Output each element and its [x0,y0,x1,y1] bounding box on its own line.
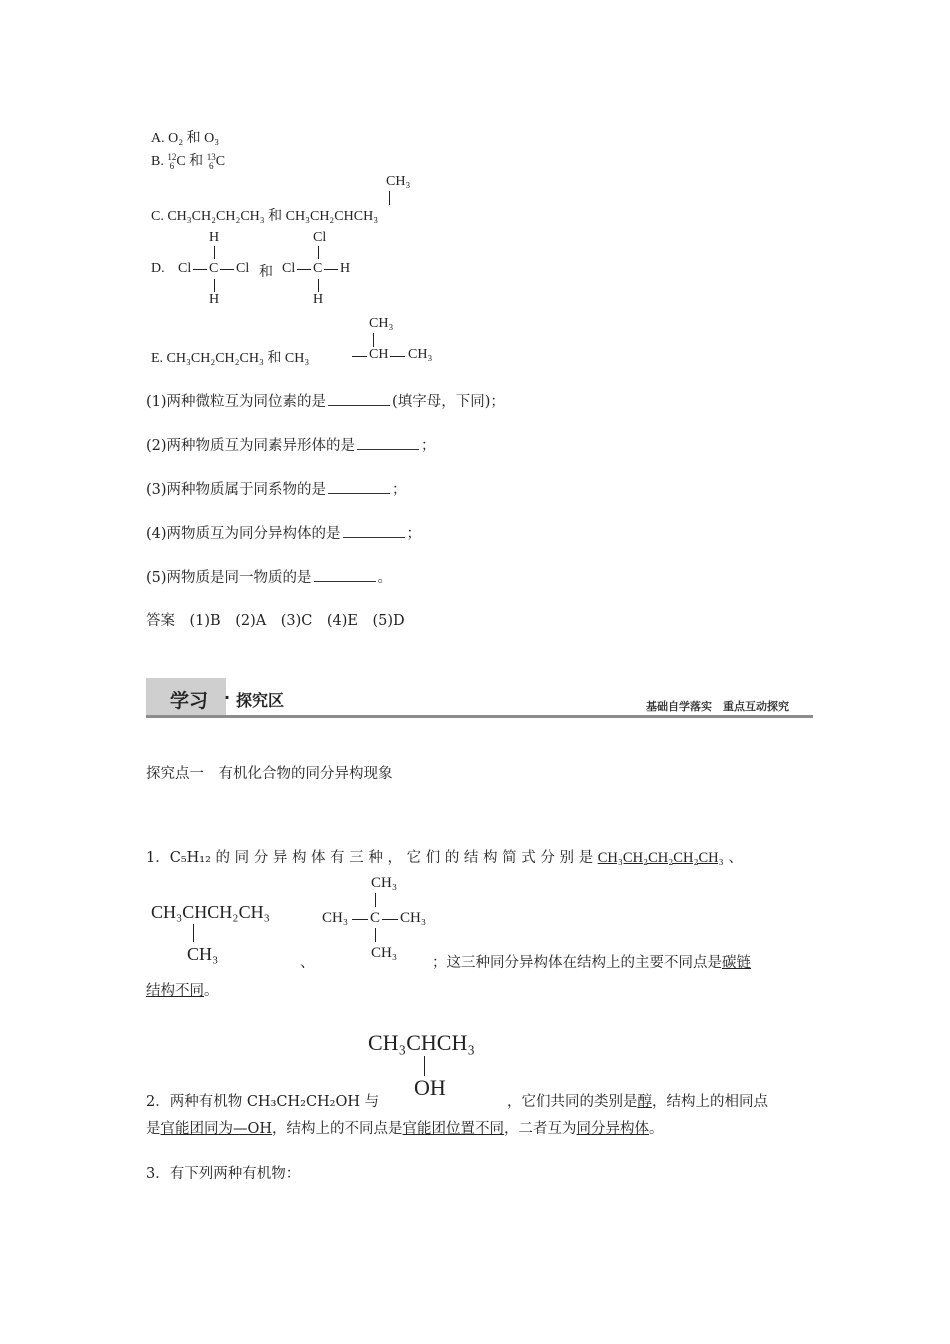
option-d-cl-left: Cl [178,261,192,276]
isopropanol-main: CH₃CHCH₃ [368,1030,476,1055]
item-2-text-a: 是 [146,1121,161,1137]
option-d-bond-8 [318,279,319,292]
option-b-prefix: B. [151,154,164,169]
isopentane-main: CH₃CHCH₂CH₃ [151,902,270,922]
question-4-text: (4)两物质互为同分异构体的是 [146,526,341,542]
atomic-number: 6 [169,160,175,171]
item-1-separator-2: 、 [300,955,315,971]
item-2-text-c: ，二者互为 [504,1121,577,1137]
isotope-c13-symbol: C [215,154,226,169]
item-2-answer-same: 官能团同为—OH [160,1121,273,1137]
question-5 [146,566,392,587]
option-d-prefix: D. [151,261,165,276]
banner-rule [146,715,813,718]
neopentane-right: CH₃ [400,910,427,926]
isopentane-bond [193,924,194,942]
option-e-ch: CH [369,347,389,362]
option-e-ch3: CH₃ [408,347,433,362]
item-2-answer-relation: 同分异构体 [576,1121,650,1137]
neopentane-top: CH₃ [371,875,398,891]
option-d-bottom-h: H [209,292,220,307]
isotope-c13 [207,153,216,171]
item-1-separator: 、 [728,850,743,866]
item-1-end-mark: 。 [204,983,219,999]
question-1 [146,390,505,411]
option-d-h-right: H [340,261,351,276]
item-2-mid-text: ，它们共同的类别是 [507,1094,638,1110]
neopentane-bottom: CH₃ [371,945,398,961]
option-d-and: 和 [259,265,273,280]
answer-blank [343,525,405,538]
banner-dot: · [224,688,231,707]
option-c: C. CH₃CH₂CH₂CH₃ 和 CH₃CH₂CHCH₃ [151,209,379,224]
question-2-text: (2)两种物质互为同素异形体的是 [146,438,356,454]
item-1-answer-chain-b: 结构不同 [146,983,204,999]
question-4-tail: ； [406,526,422,542]
option-c-bond [389,191,390,205]
item-2-answer-diff: 官能团位置不同 [402,1121,505,1137]
option-b [151,150,225,171]
option-e: E. CH₃CH₂CH₂CH₃ 和 CH₃ [151,351,310,366]
question-3 [146,478,407,499]
neopentane-bond-bottom [375,928,376,942]
option-c-branch: CH₃ [386,174,411,189]
banner-tagline: 基础自学落实 重点互动探究 [646,700,789,713]
item-1-tail-text: ；这三种同分异构体在结构上的主要不同点是 [432,955,722,971]
question-5-tail: 。 [377,570,393,586]
answer-key: 答案 (1)B (2)A (3)C (4)E (5)D [146,613,405,629]
banner-title: 学习 [170,690,209,712]
question-1-tail: (填字母，下同)； [392,394,505,410]
isotope-c12-symbol: C 和 [176,154,204,169]
question-4 [146,522,421,543]
item-1-answer-chain-a: 碳链 [722,955,751,971]
option-e-bond-2 [352,356,367,357]
isopropanol-bond [424,1056,425,1076]
isopentane-branch: CH₃ [187,944,219,964]
question-3-tail: ； [392,482,407,498]
option-e-bond [373,333,374,347]
banner-subtitle: 探究区 [236,691,285,710]
answer-blank [328,393,390,406]
mass-number: 13 [206,151,216,162]
option-d-bond-5 [297,269,311,270]
item-1-lead [146,846,743,867]
item-2-answer-class: 醇 [637,1094,652,1110]
option-d-bond-6 [324,269,338,270]
question-2 [146,434,436,455]
option-d-bond-7 [214,279,215,292]
question-3-text: (3)两种物质属于同系物的是 [146,482,327,498]
option-d-top-h: H [209,230,220,245]
option-d-top-cl: Cl [313,230,327,245]
item-2-mid [507,1090,768,1111]
option-d-bottom-h-2: H [313,292,324,307]
section-heading: 探究点一 有机化合物的同分异构现象 [146,766,393,782]
item-2-lead: 2．两种有机物 CH₃CH₂CH₂OH 与 [146,1094,380,1110]
answer-blank [328,481,390,494]
item-1-tail [432,951,751,972]
option-a: A. O₂ 和 O₃ [151,131,220,146]
item-1-answer-pentane: CH₃CH₂CH₂CH₂CH₃ [597,850,724,866]
item-2-mid-text-2: ，结构上的相同点 [652,1094,768,1110]
option-d-c2: C [313,261,323,276]
isopropanol-oh: OH [414,1075,446,1100]
option-d-bond-3 [193,269,207,270]
option-e-branch: CH₃ [369,316,394,331]
item-1-end [146,979,219,1000]
isotope-c12 [167,153,176,171]
option-d-cl-right: Cl [236,261,250,276]
neopentane-left: CH₃ [322,910,349,926]
option-d-bond-2 [318,246,319,259]
item-2-text-d: 。 [649,1121,664,1137]
neopentane-bond-top [375,893,376,907]
answer-blank [357,437,419,450]
item-2-line-2 [146,1117,664,1138]
question-2-tail: ； [421,438,436,454]
item-1-lead-text: 1．C₅H₁₂ 的 同 分 异 构 体 有 三 种 ， 它 们 的 结 构 简 式 分 别 是 [146,850,594,866]
item-2-text-b: ，结构上的不同点是 [272,1121,403,1137]
atomic-number: 6 [208,160,214,171]
neopentane-bond-left [352,919,368,920]
option-d-c1: C [209,261,219,276]
neopentane-bond-right [382,919,398,920]
mass-number: 12 [167,151,177,162]
question-1-text: (1)两种微粒互为同位素的是 [146,394,327,410]
option-e-bond-3 [390,356,405,357]
answer-blank [314,569,376,582]
option-d-bond-1 [214,246,215,259]
item-3: 3．有下列两种有机物： [146,1166,301,1182]
option-d-cl-left-2: Cl [282,261,296,276]
neopentane-c: C [370,910,381,926]
option-d-bond-4 [220,269,234,270]
question-5-text: (5)两物质是同一物质的是 [146,570,312,586]
